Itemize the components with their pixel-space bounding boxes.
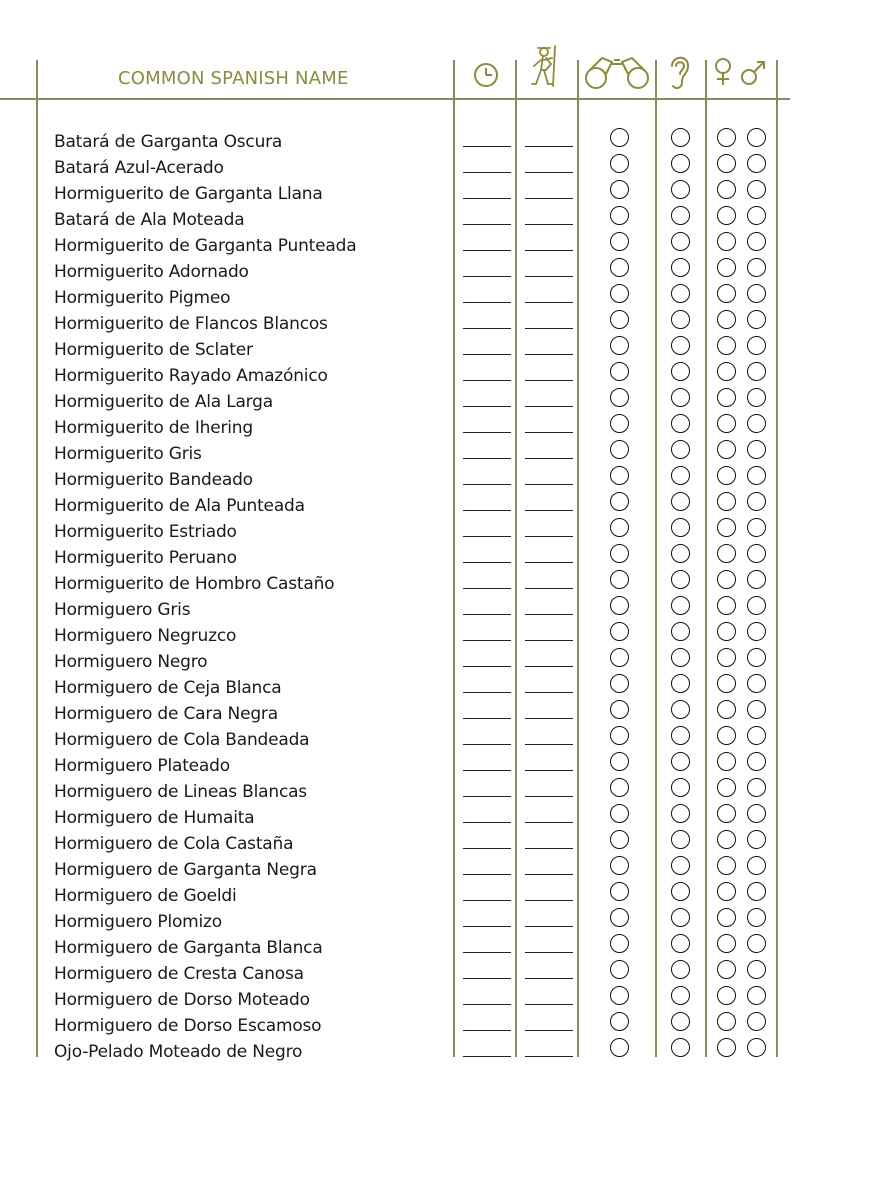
location-blank[interactable] [525,1030,573,1031]
female-checkbox[interactable] [717,856,736,875]
date-blank[interactable] [463,224,511,225]
column-header-common-spanish-name: COMMON SPANISH NAME [118,68,349,89]
list-item [0,492,872,518]
date-blank[interactable] [463,302,511,303]
date-blank[interactable] [463,874,511,875]
heard-checkbox[interactable] [671,986,690,1005]
female-checkbox[interactable] [717,674,736,693]
male-checkbox[interactable] [747,882,766,901]
date-blank[interactable] [463,380,511,381]
location-blank[interactable] [525,536,573,537]
heard-checkbox[interactable] [671,284,690,303]
species-name: Hormiguerito Pigmeo [54,288,231,308]
list-item [0,804,872,830]
location-blank[interactable] [525,276,573,277]
species-name: Hormiguerito de Ihering [54,418,253,438]
species-name: Hormiguerito de Sclater [54,340,253,360]
female-checkbox[interactable] [717,544,736,563]
species-name: Hormiguero de Humaita [54,808,255,828]
female-checkbox[interactable] [717,206,736,225]
species-name: Batará Azul-Acerado [54,158,224,178]
list-item [0,1012,872,1038]
species-name: Hormiguero de Cola Bandeada [54,730,310,750]
heard-checkbox[interactable] [671,466,690,485]
heard-checkbox[interactable] [671,518,690,537]
date-blank[interactable] [463,198,511,199]
female-checkbox[interactable] [717,908,736,927]
date-blank[interactable] [463,796,511,797]
species-name: Hormiguerito de Flancos Blancos [54,314,328,334]
seen-checkbox[interactable] [610,934,629,953]
species-name: Hormiguero Gris [54,600,191,620]
list-item [0,336,872,362]
location-blank[interactable] [525,510,573,511]
heard-checkbox[interactable] [671,310,690,329]
male-checkbox[interactable] [747,1012,766,1031]
date-blank[interactable] [463,744,511,745]
location-blank[interactable] [525,354,573,355]
list-item [0,778,872,804]
species-name: Hormiguerito Rayado Amazónico [54,366,328,386]
female-checkbox[interactable] [717,934,736,953]
seen-checkbox[interactable] [610,284,629,303]
list-item [0,180,872,206]
seen-checkbox[interactable] [610,596,629,615]
male-checkbox[interactable] [747,596,766,615]
species-name: Batará de Ala Moteada [54,210,245,230]
heard-checkbox[interactable] [671,648,690,667]
male-checkbox[interactable] [747,1038,766,1057]
species-name: Hormiguero Plateado [54,756,230,776]
date-blank[interactable] [463,666,511,667]
location-blank[interactable] [525,380,573,381]
location-blank[interactable] [525,1056,573,1057]
female-checkbox[interactable] [717,466,736,485]
female-checkbox[interactable] [717,362,736,381]
seen-checkbox[interactable] [610,570,629,589]
location-blank[interactable] [525,978,573,979]
male-checkbox[interactable] [747,466,766,485]
male-checkbox[interactable] [747,414,766,433]
female-checkbox[interactable] [717,648,736,667]
heard-checkbox[interactable] [671,128,690,147]
heard-checkbox[interactable] [671,700,690,719]
heard-checkbox[interactable] [671,882,690,901]
list-item [0,648,872,674]
species-name: Hormiguero de Dorso Moteado [54,990,310,1010]
date-blank[interactable] [463,718,511,719]
species-name: Ojo-Pelado Moteado de Negro [54,1042,303,1062]
male-checkbox[interactable] [747,284,766,303]
seen-checkbox[interactable] [610,362,629,381]
male-checkbox[interactable] [747,180,766,199]
date-blank[interactable] [463,146,511,147]
heard-checkbox[interactable] [671,804,690,823]
seen-checkbox[interactable] [610,180,629,199]
female-checkbox[interactable] [717,804,736,823]
heard-checkbox[interactable] [671,258,690,277]
hiker-icon [524,40,566,90]
date-blank[interactable] [463,770,511,771]
list-item [0,674,872,700]
list-item [0,986,872,1012]
heard-checkbox[interactable] [671,856,690,875]
location-blank[interactable] [525,796,573,797]
seen-checkbox[interactable] [610,622,629,641]
female-checkbox[interactable] [717,570,736,589]
date-blank[interactable] [463,588,511,589]
heard-checkbox[interactable] [671,960,690,979]
species-name: Hormiguerito Bandeado [54,470,253,490]
male-checkbox[interactable] [747,622,766,641]
female-checkbox[interactable] [717,180,736,199]
seen-checkbox[interactable] [610,960,629,979]
male-checkbox[interactable] [747,336,766,355]
heard-checkbox[interactable] [671,674,690,693]
date-blank[interactable] [463,848,511,849]
list-item [0,570,872,596]
female-checkbox[interactable] [717,986,736,1005]
heard-checkbox[interactable] [671,440,690,459]
date-blank[interactable] [463,354,511,355]
location-blank[interactable] [525,926,573,927]
female-checkbox[interactable] [717,154,736,173]
seen-checkbox[interactable] [610,648,629,667]
male-checkbox[interactable] [747,778,766,797]
species-name: Hormiguerito Peruano [54,548,237,568]
heard-checkbox[interactable] [671,622,690,641]
heard-checkbox[interactable] [671,1012,690,1031]
list-item [0,908,872,934]
male-checkbox[interactable] [747,154,766,173]
list-item [0,284,872,310]
heard-checkbox[interactable] [671,934,690,953]
male-checkbox[interactable] [747,726,766,745]
species-name: Hormiguerito de Garganta Llana [54,184,323,204]
species-name: Hormiguero de Cola Castaña [54,834,294,854]
seen-checkbox[interactable] [610,518,629,537]
list-item [0,128,872,154]
seen-checkbox[interactable] [610,804,629,823]
female-checkbox[interactable] [717,284,736,303]
date-blank[interactable] [463,822,511,823]
heard-checkbox[interactable] [671,154,690,173]
seen-checkbox[interactable] [610,310,629,329]
location-blank[interactable] [525,900,573,901]
species-name: Hormiguero de Cresta Canosa [54,964,304,984]
male-checkbox[interactable] [747,752,766,771]
female-checkbox[interactable] [717,258,736,277]
heard-checkbox[interactable] [671,830,690,849]
list-item [0,258,872,284]
date-blank[interactable] [463,1056,511,1057]
list-item [0,882,872,908]
list-item [0,830,872,856]
list-item [0,544,872,570]
seen-checkbox[interactable] [610,258,629,277]
list-item [0,440,872,466]
list-item [0,596,872,622]
heard-checkbox[interactable] [671,570,690,589]
date-blank[interactable] [463,536,511,537]
list-item [0,310,872,336]
ear-icon [664,50,694,92]
list-item [0,960,872,986]
species-name: Hormiguero de Goeldi [54,886,237,906]
date-blank[interactable] [463,900,511,901]
heard-checkbox[interactable] [671,544,690,563]
seen-checkbox[interactable] [610,778,629,797]
date-blank[interactable] [463,484,511,485]
location-blank[interactable] [525,432,573,433]
species-name: Hormiguero Negro [54,652,208,672]
male-checkbox[interactable] [747,544,766,563]
date-blank[interactable] [463,926,511,927]
seen-checkbox[interactable] [610,414,629,433]
male-checkbox[interactable] [747,232,766,251]
male-checkbox[interactable] [747,440,766,459]
heard-checkbox[interactable] [671,336,690,355]
species-name: Batará de Garganta Oscura [54,132,283,152]
date-blank[interactable] [463,172,511,173]
location-blank[interactable] [525,588,573,589]
date-blank[interactable] [463,510,511,511]
seen-checkbox[interactable] [610,1038,629,1057]
location-blank[interactable] [525,952,573,953]
seen-checkbox[interactable] [610,466,629,485]
list-item [0,206,872,232]
location-blank[interactable] [525,640,573,641]
female-icon [712,56,734,88]
male-checkbox[interactable] [747,674,766,693]
location-blank[interactable] [525,328,573,329]
location-blank[interactable] [525,224,573,225]
female-checkbox[interactable] [717,336,736,355]
list-item [0,622,872,648]
date-blank[interactable] [463,692,511,693]
male-checkbox[interactable] [747,362,766,381]
female-checkbox[interactable] [717,830,736,849]
seen-checkbox[interactable] [610,674,629,693]
seen-checkbox[interactable] [610,336,629,355]
heard-checkbox[interactable] [671,232,690,251]
location-blank[interactable] [525,692,573,693]
list-item [0,466,872,492]
date-blank[interactable] [463,276,511,277]
male-checkbox[interactable] [747,908,766,927]
date-blank[interactable] [463,432,511,433]
male-checkbox[interactable] [747,128,766,147]
location-blank[interactable] [525,302,573,303]
species-name: Hormiguero de Garganta Blanca [54,938,323,958]
male-checkbox[interactable] [747,258,766,277]
female-checkbox[interactable] [717,726,736,745]
heard-checkbox[interactable] [671,206,690,225]
female-checkbox[interactable] [717,622,736,641]
location-blank[interactable] [525,874,573,875]
date-blank[interactable] [463,1004,511,1005]
seen-checkbox[interactable] [610,700,629,719]
heard-checkbox[interactable] [671,414,690,433]
location-blank[interactable] [525,1004,573,1005]
seen-checkbox[interactable] [610,908,629,927]
female-checkbox[interactable] [717,232,736,251]
seen-checkbox[interactable] [610,128,629,147]
female-checkbox[interactable] [717,700,736,719]
list-item [0,934,872,960]
species-name: Hormiguerito Gris [54,444,202,464]
list-item [0,232,872,258]
female-checkbox[interactable] [717,310,736,329]
species-name: Hormiguerito de Garganta Punteada [54,236,357,256]
species-name: Hormiguerito Adornado [54,262,249,282]
species-name: Hormiguerito de Ala Larga [54,392,273,412]
location-blank[interactable] [525,562,573,563]
female-checkbox[interactable] [717,882,736,901]
date-blank[interactable] [463,250,511,251]
species-name: Hormiguero Plomizo [54,912,222,932]
list-item [0,726,872,752]
date-blank[interactable] [463,978,511,979]
female-checkbox[interactable] [717,1038,736,1057]
female-checkbox[interactable] [717,960,736,979]
male-checkbox[interactable] [747,492,766,511]
list-item [0,362,872,388]
location-blank[interactable] [525,744,573,745]
binoculars-icon [582,52,652,92]
heard-checkbox[interactable] [671,596,690,615]
location-blank[interactable] [525,848,573,849]
heard-checkbox[interactable] [671,778,690,797]
list-item [0,414,872,440]
species-name: Hormiguero de Ceja Blanca [54,678,282,698]
date-blank[interactable] [463,640,511,641]
species-name: Hormiguero Negruzco [54,626,237,646]
male-checkbox[interactable] [747,570,766,589]
species-name: Hormiguerito de Hombro Castaño [54,574,335,594]
male-checkbox[interactable] [747,986,766,1005]
female-checkbox[interactable] [717,752,736,771]
female-checkbox[interactable] [717,596,736,615]
list-item [0,1038,872,1064]
male-checkbox[interactable] [747,804,766,823]
species-name: Hormiguero de Lineas Blancas [54,782,307,802]
seen-checkbox[interactable] [610,726,629,745]
seen-checkbox[interactable] [610,388,629,407]
date-blank[interactable] [463,562,511,563]
female-checkbox[interactable] [717,128,736,147]
male-checkbox[interactable] [747,700,766,719]
seen-checkbox[interactable] [610,752,629,771]
location-blank[interactable] [525,614,573,615]
seen-checkbox[interactable] [610,830,629,849]
list-item [0,154,872,180]
species-name: Hormiguero de Dorso Escamoso [54,1016,322,1036]
species-name: Hormiguerito Estriado [54,522,237,542]
heard-checkbox[interactable] [671,388,690,407]
seen-checkbox[interactable] [610,986,629,1005]
male-checkbox[interactable] [747,934,766,953]
date-blank[interactable] [463,952,511,953]
seen-checkbox[interactable] [610,882,629,901]
female-checkbox[interactable] [717,1012,736,1031]
female-checkbox[interactable] [717,492,736,511]
heard-checkbox[interactable] [671,908,690,927]
date-blank[interactable] [463,614,511,615]
list-item [0,518,872,544]
heard-checkbox[interactable] [671,362,690,381]
female-checkbox[interactable] [717,388,736,407]
male-checkbox[interactable] [747,856,766,875]
list-item [0,856,872,882]
location-blank[interactable] [525,146,573,147]
seen-checkbox[interactable] [610,206,629,225]
location-blank[interactable] [525,198,573,199]
male-checkbox[interactable] [747,648,766,667]
heard-checkbox[interactable] [671,1038,690,1057]
seen-checkbox[interactable] [610,1012,629,1031]
list-item [0,388,872,414]
location-blank[interactable] [525,666,573,667]
species-name: Hormiguero de Garganta Negra [54,860,317,880]
male-icon [738,58,768,88]
location-blank[interactable] [525,458,573,459]
heard-checkbox[interactable] [671,752,690,771]
seen-checkbox[interactable] [610,232,629,251]
heard-checkbox[interactable] [671,492,690,511]
date-blank[interactable] [463,328,511,329]
female-checkbox[interactable] [717,518,736,537]
list-item [0,700,872,726]
male-checkbox[interactable] [747,388,766,407]
date-blank[interactable] [463,1030,511,1031]
date-blank[interactable] [463,406,511,407]
male-checkbox[interactable] [747,830,766,849]
seen-checkbox[interactable] [610,856,629,875]
location-blank[interactable] [525,250,573,251]
seen-checkbox[interactable] [610,440,629,459]
male-checkbox[interactable] [747,960,766,979]
location-blank[interactable] [525,172,573,173]
date-blank[interactable] [463,458,511,459]
location-blank[interactable] [525,718,573,719]
species-name: Hormiguero de Cara Negra [54,704,278,724]
location-blank[interactable] [525,822,573,823]
male-checkbox[interactable] [747,518,766,537]
location-blank[interactable] [525,770,573,771]
female-checkbox[interactable] [717,778,736,797]
male-checkbox[interactable] [747,206,766,225]
female-checkbox[interactable] [717,414,736,433]
species-name: Hormiguerito de Ala Punteada [54,496,305,516]
clock-icon [470,60,502,90]
seen-checkbox[interactable] [610,544,629,563]
heard-checkbox[interactable] [671,180,690,199]
seen-checkbox[interactable] [610,154,629,173]
list-item [0,752,872,778]
header-rule [0,98,790,100]
location-blank[interactable] [525,484,573,485]
heard-checkbox[interactable] [671,726,690,745]
seen-checkbox[interactable] [610,492,629,511]
location-blank[interactable] [525,406,573,407]
male-checkbox[interactable] [747,310,766,329]
female-checkbox[interactable] [717,440,736,459]
